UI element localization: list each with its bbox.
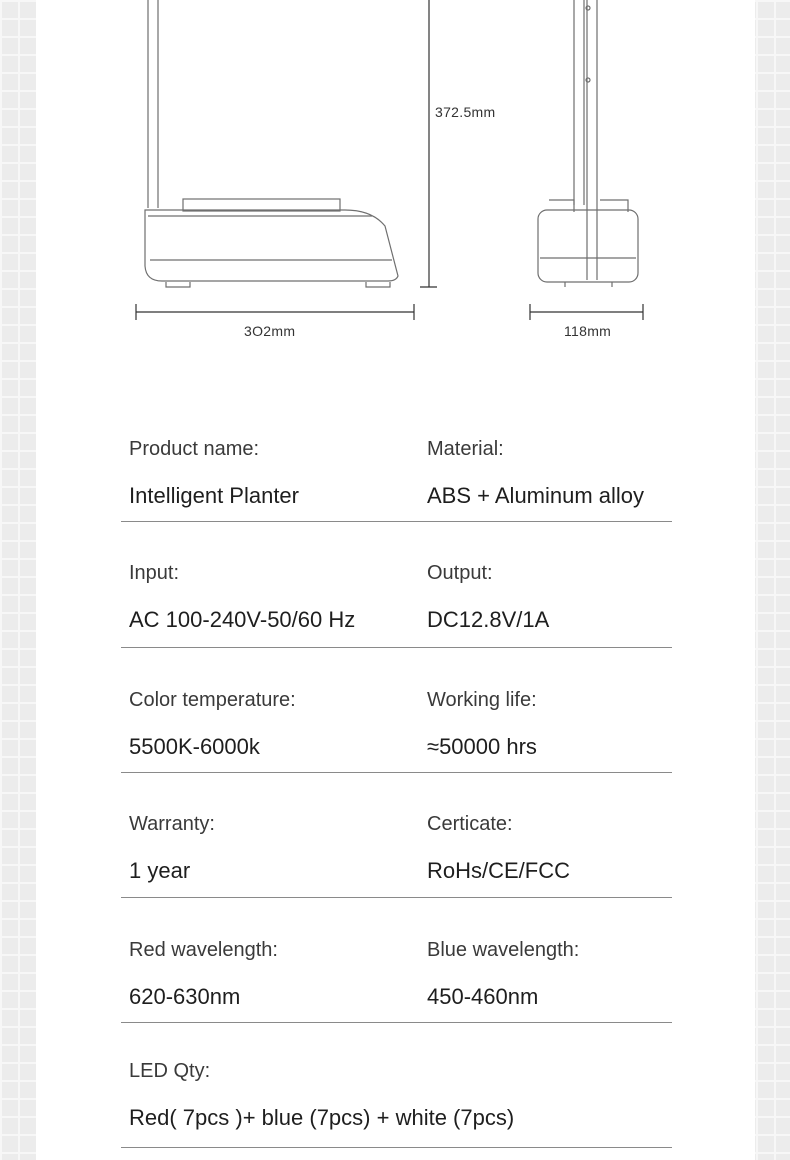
spec-label: Material: [427, 438, 504, 460]
spec-value: RoHs/CE/FCC [427, 858, 571, 883]
spec-row-product [121, 438, 672, 522]
spec-value: AC 100-240V-50/60 Hz [129, 607, 356, 632]
spec-value: 620-630nm [129, 984, 241, 1009]
spec-value: 1 year [129, 858, 191, 883]
spec-row-led-qty [121, 1060, 672, 1148]
spec-cell-warranty [129, 813, 215, 884]
spec-row-warranty [121, 813, 672, 898]
side-view-tray [183, 199, 340, 211]
length-dimension-line [136, 304, 414, 320]
spec-cell-blue-wavelength [427, 939, 579, 1010]
side-view-pole [148, 0, 158, 208]
spec-cell-input [129, 562, 355, 633]
spec-row-light [121, 689, 672, 773]
spec-cell-output [427, 562, 549, 633]
spec-cell-certificate [427, 813, 570, 884]
spec-value: 5500K-6000k [129, 734, 260, 759]
spec-value: Red( 7pcs )+ blue (7pcs) + white (7pcs) [129, 1105, 515, 1130]
spec-cell-color-temperature [129, 689, 296, 760]
spec-row-power [121, 562, 672, 648]
spec-label: Input: [129, 562, 180, 584]
planter-dimension-drawing [0, 0, 790, 360]
spec-label: Certicate: [427, 813, 513, 835]
spec-label: Blue wavelength: [427, 939, 580, 961]
spec-label: LED Qty: [129, 1060, 211, 1082]
spec-label: Output: [427, 562, 493, 584]
spec-cell-product-name [129, 438, 299, 509]
front-view-pole [574, 0, 597, 280]
spec-label: Color temperature: [129, 689, 296, 711]
length-label: 3O2mm [244, 323, 296, 339]
spec-label: Warranty: [129, 813, 215, 835]
width-label: 118mm [564, 323, 612, 339]
spec-value: DC12.8V/1A [427, 607, 550, 632]
spec-label: Red wavelength: [129, 939, 278, 961]
spec-cell-material [427, 438, 644, 509]
spec-cell-red-wavelength [129, 939, 278, 1010]
spec-value: Intelligent Planter [129, 483, 299, 508]
spec-label: Product name: [129, 438, 260, 460]
spec-row-wavelength [121, 939, 672, 1023]
side-view-base [145, 210, 398, 281]
spec-value: ≈50000 hrs [427, 734, 537, 759]
spec-label: Working life: [427, 689, 537, 711]
spec-value: 450-460nm [427, 984, 539, 1009]
height-label: 372.5mm [435, 104, 496, 120]
height-dimension-line [420, 0, 437, 287]
spec-cell-working-life [427, 689, 537, 760]
spec-value: ABS + Aluminum alloy [427, 483, 645, 508]
front-view-base [538, 210, 638, 282]
spec-cell-led-qty [129, 1060, 514, 1131]
width-dimension-line [530, 304, 643, 320]
